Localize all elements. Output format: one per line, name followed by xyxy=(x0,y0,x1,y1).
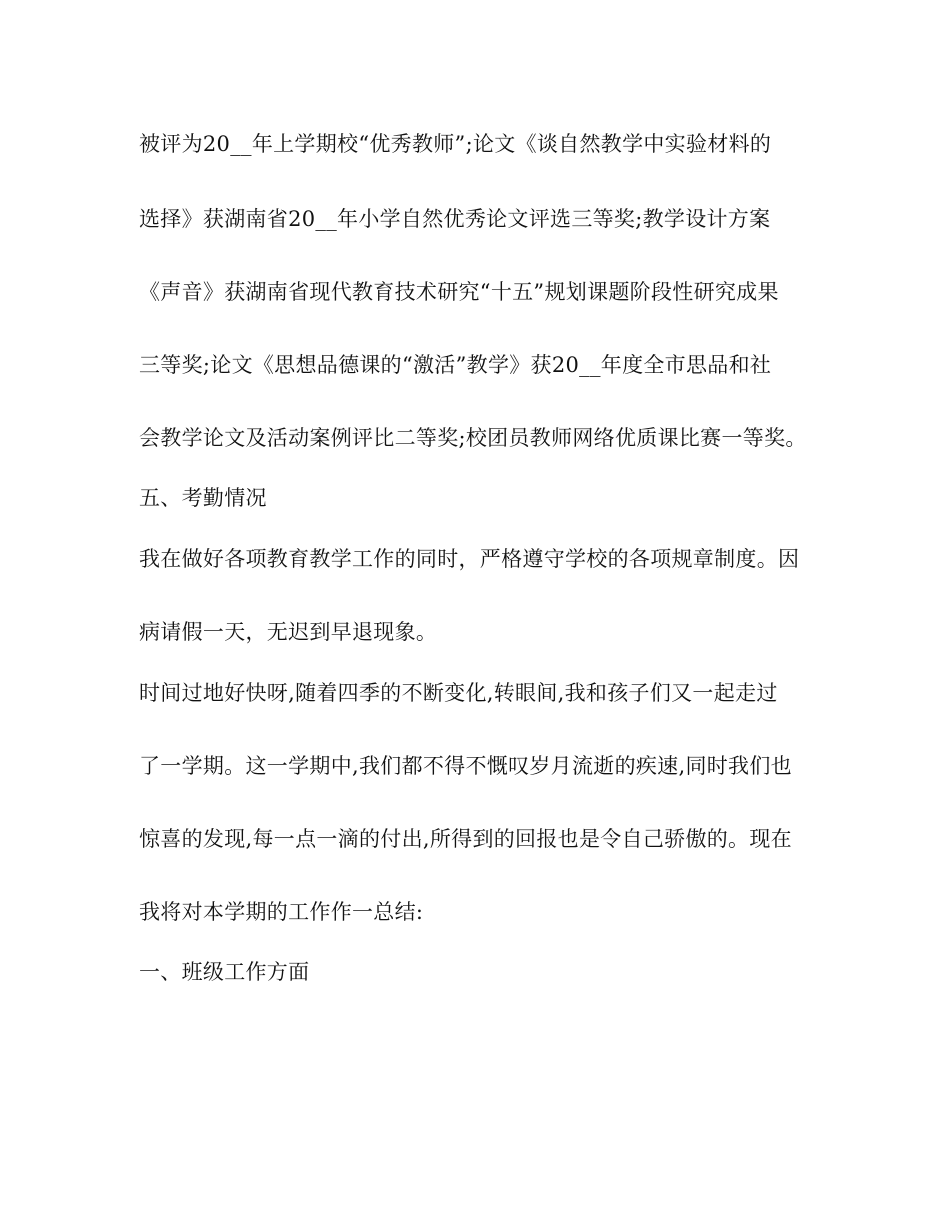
paragraph-line: 惊喜的发现,每一点一滴的付出,所得到的回报也是令自己骄傲的。现在 xyxy=(139,827,792,851)
paragraph-line: 了一学期。这一学期中,我们都不得不慨叹岁月流逝的疾速,同时我们也 xyxy=(139,754,792,778)
paragraph-line: 我将对本学期的工作作一总结: xyxy=(139,900,424,924)
paragraph-line: 《声音》获湖南省现代教育技术研究“十五”规划课题阶段性研究成果 xyxy=(139,280,779,304)
paragraph-line: 我在做好各项教育教学工作的同时，严格遵守学校的各项规章制度。因 xyxy=(139,547,800,571)
section-heading: 一、班级工作方面 xyxy=(139,960,310,984)
paragraph-line: 三等奖;论文《思想品德课的“激活”教学》获20__年度全市思品和社 xyxy=(139,353,772,377)
paragraph-line: 选择》获湖南省20__年小学自然优秀论文评选三等奖;教学设计方案 xyxy=(139,207,771,231)
paragraph-line: 会教学论文及活动案例评比二等奖;校团员教师网络优质课比赛一等奖。 xyxy=(139,426,807,450)
paragraph-line: 被评为20__年上学期校“优秀教师”;论文《谈自然教学中实验材料的 xyxy=(139,132,772,156)
section-heading: 五、考勤情况 xyxy=(139,486,267,510)
paragraph-line: 病请假一天，无迟到早退现象。 xyxy=(139,620,438,644)
paragraph-line: 时间过地好快呀,随着四季的不断变化,转眼间,我和孩子们又一起走过 xyxy=(139,681,778,705)
